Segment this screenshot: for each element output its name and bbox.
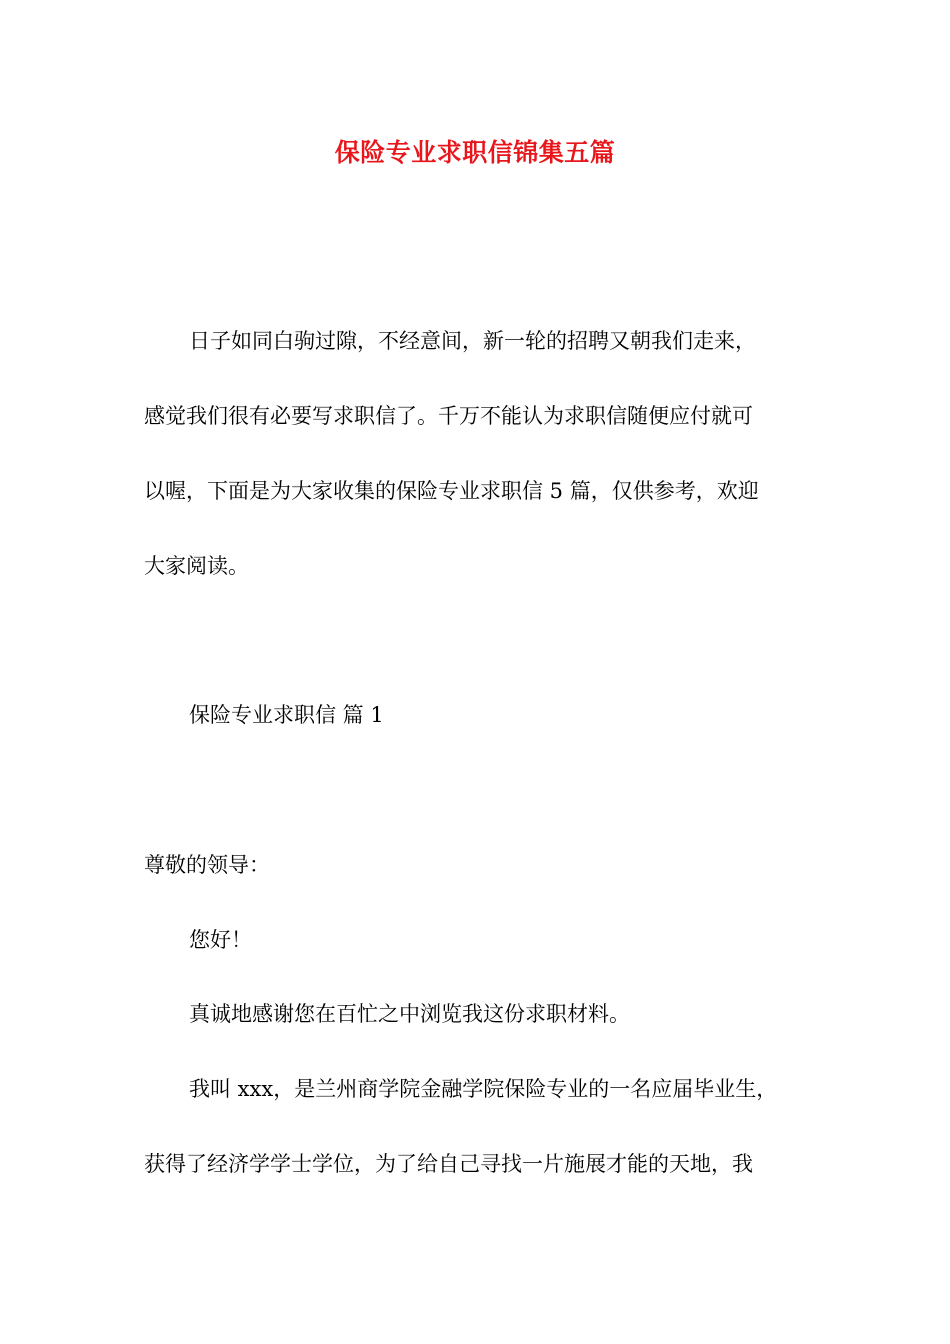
intro-line-4: 大家阅读。 [144, 554, 249, 578]
intro-line-2: 感觉我们很有必要写求职信了。千万不能认为求职信随便应付就可 [144, 404, 753, 428]
section-heading: 保险专业求职信 篇 1 [189, 703, 384, 727]
greeting: 您好！ [189, 928, 252, 952]
salutation: 尊敬的领导： [144, 853, 270, 877]
paragraph-2-line-1: 我叫 xxx，是兰州商学院金融学院保险专业的一名应届毕业生， [189, 1077, 778, 1101]
paragraph-2-line-2: 获得了经济学学士学位，为了给自己寻找一片施展才能的天地，我 [144, 1152, 753, 1176]
intro-line-1: 日子如同白驹过隙，不经意间，新一轮的招聘又朝我们走来， [189, 329, 756, 353]
paragraph-1: 真诚地感谢您在百忙之中浏览我这份求职材料。 [189, 1002, 630, 1026]
document-title: 保险专业求职信锦集五篇 [334, 138, 616, 167]
intro-line-3: 以喔，下面是为大家收集的保险专业求职信 5 篇，仅供参考，欢迎 [144, 479, 759, 503]
